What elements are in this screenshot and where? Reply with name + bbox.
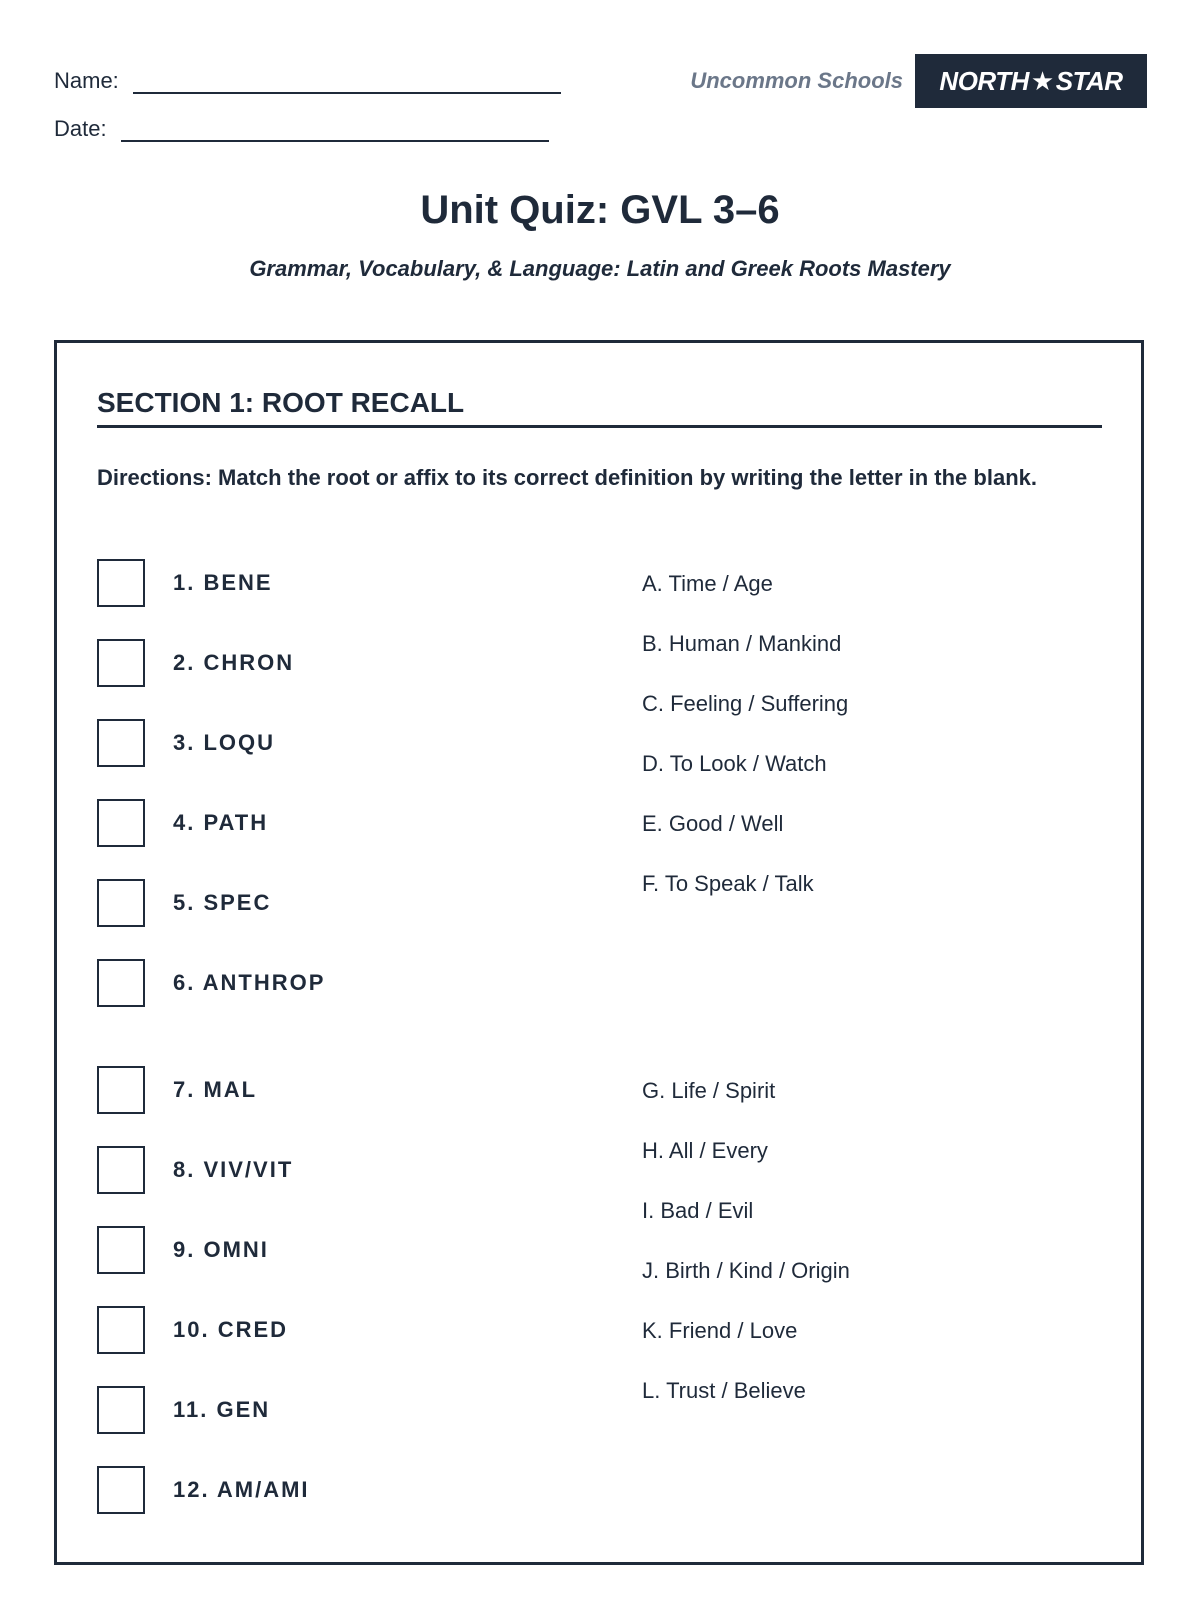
root-label: 6. ANTHROP — [173, 970, 326, 995]
answer-box[interactable] — [97, 1386, 145, 1434]
definition-item: F. To Speak / Talk — [642, 871, 814, 896]
northstar-logo — [915, 54, 1147, 108]
root-label: 5. SPEC — [173, 890, 272, 915]
brand — [690, 54, 1147, 108]
root-label: 12. AM/AMI — [173, 1477, 310, 1502]
page-title: Unit Quiz: GVL 3–6 — [420, 188, 780, 232]
root-item — [97, 1304, 288, 1356]
page-subtitle: Grammar, Vocabulary, & Language: Latin and Greek Roots Mastery — [249, 256, 951, 281]
root-item — [97, 1384, 270, 1436]
answer-box[interactable] — [97, 1466, 145, 1514]
logo-text-north: NORTH — [939, 65, 1029, 96]
definition-item: H. All / Every — [642, 1138, 768, 1163]
answer-box[interactable] — [97, 1066, 145, 1114]
answer-box[interactable] — [97, 959, 145, 1007]
definition-item: K. Friend / Love — [642, 1318, 798, 1343]
root-item — [97, 797, 268, 849]
answer-box[interactable] — [97, 1306, 145, 1354]
answer-box[interactable] — [97, 1226, 145, 1274]
root-label: 3. LOQU — [173, 730, 276, 755]
root-label: 9. OMNI — [173, 1237, 269, 1262]
definition-item: E. Good / Well — [642, 811, 784, 836]
answer-box[interactable] — [97, 719, 145, 767]
name-label: Name: — [54, 68, 119, 93]
root-item — [97, 717, 275, 769]
definition-item: B. Human / Mankind — [642, 631, 842, 656]
answer-box[interactable] — [97, 799, 145, 847]
definition-item: L. Trust / Believe — [642, 1378, 806, 1403]
directions: Directions: Match the root or affix to its correct definition by writing the letter in the blank. — [97, 465, 1037, 490]
definition-item: C. Feeling / Suffering — [642, 691, 849, 716]
root-item — [97, 1064, 257, 1116]
star-icon: ★ — [1030, 65, 1054, 96]
root-label: 11. GEN — [173, 1397, 271, 1422]
logo-text-star: STAR — [1055, 65, 1123, 96]
definition-item: I. Bad / Evil — [642, 1198, 754, 1223]
definition-item: G. Life / Spirit — [642, 1078, 776, 1103]
root-item — [97, 637, 294, 689]
root-item — [97, 877, 271, 929]
root-label: 10. CRED — [173, 1317, 289, 1342]
answer-box[interactable] — [97, 639, 145, 687]
definition-item: D. To Look / Watch — [642, 751, 827, 776]
root-item — [97, 557, 273, 609]
root-label: 4. PATH — [173, 810, 269, 835]
section-heading: SECTION 1: ROOT RECALL — [97, 387, 1102, 428]
root-label: 8. VIV/VIT — [173, 1157, 294, 1182]
name-field-row — [54, 64, 561, 94]
answer-box[interactable] — [97, 879, 145, 927]
section-1-box — [54, 340, 1144, 1565]
root-label: 2. CHRON — [173, 650, 295, 675]
answer-box[interactable] — [97, 559, 145, 607]
root-label: 7. MAL — [173, 1077, 258, 1102]
date-field[interactable] — [121, 112, 549, 142]
root-item — [97, 1464, 310, 1516]
root-label: 1. BENE — [173, 570, 273, 595]
date-label: Date: — [54, 116, 107, 141]
student-info — [54, 64, 561, 160]
name-field[interactable] — [133, 64, 561, 94]
definition-item: A. Time / Age — [642, 571, 773, 596]
date-field-row — [54, 112, 561, 142]
answer-box[interactable] — [97, 1146, 145, 1194]
root-item — [97, 1224, 269, 1276]
root-item — [97, 1144, 293, 1196]
root-item — [97, 957, 325, 1009]
school-name: Uncommon Schools — [690, 68, 903, 93]
definition-item: J. Birth / Kind / Origin — [642, 1258, 850, 1283]
